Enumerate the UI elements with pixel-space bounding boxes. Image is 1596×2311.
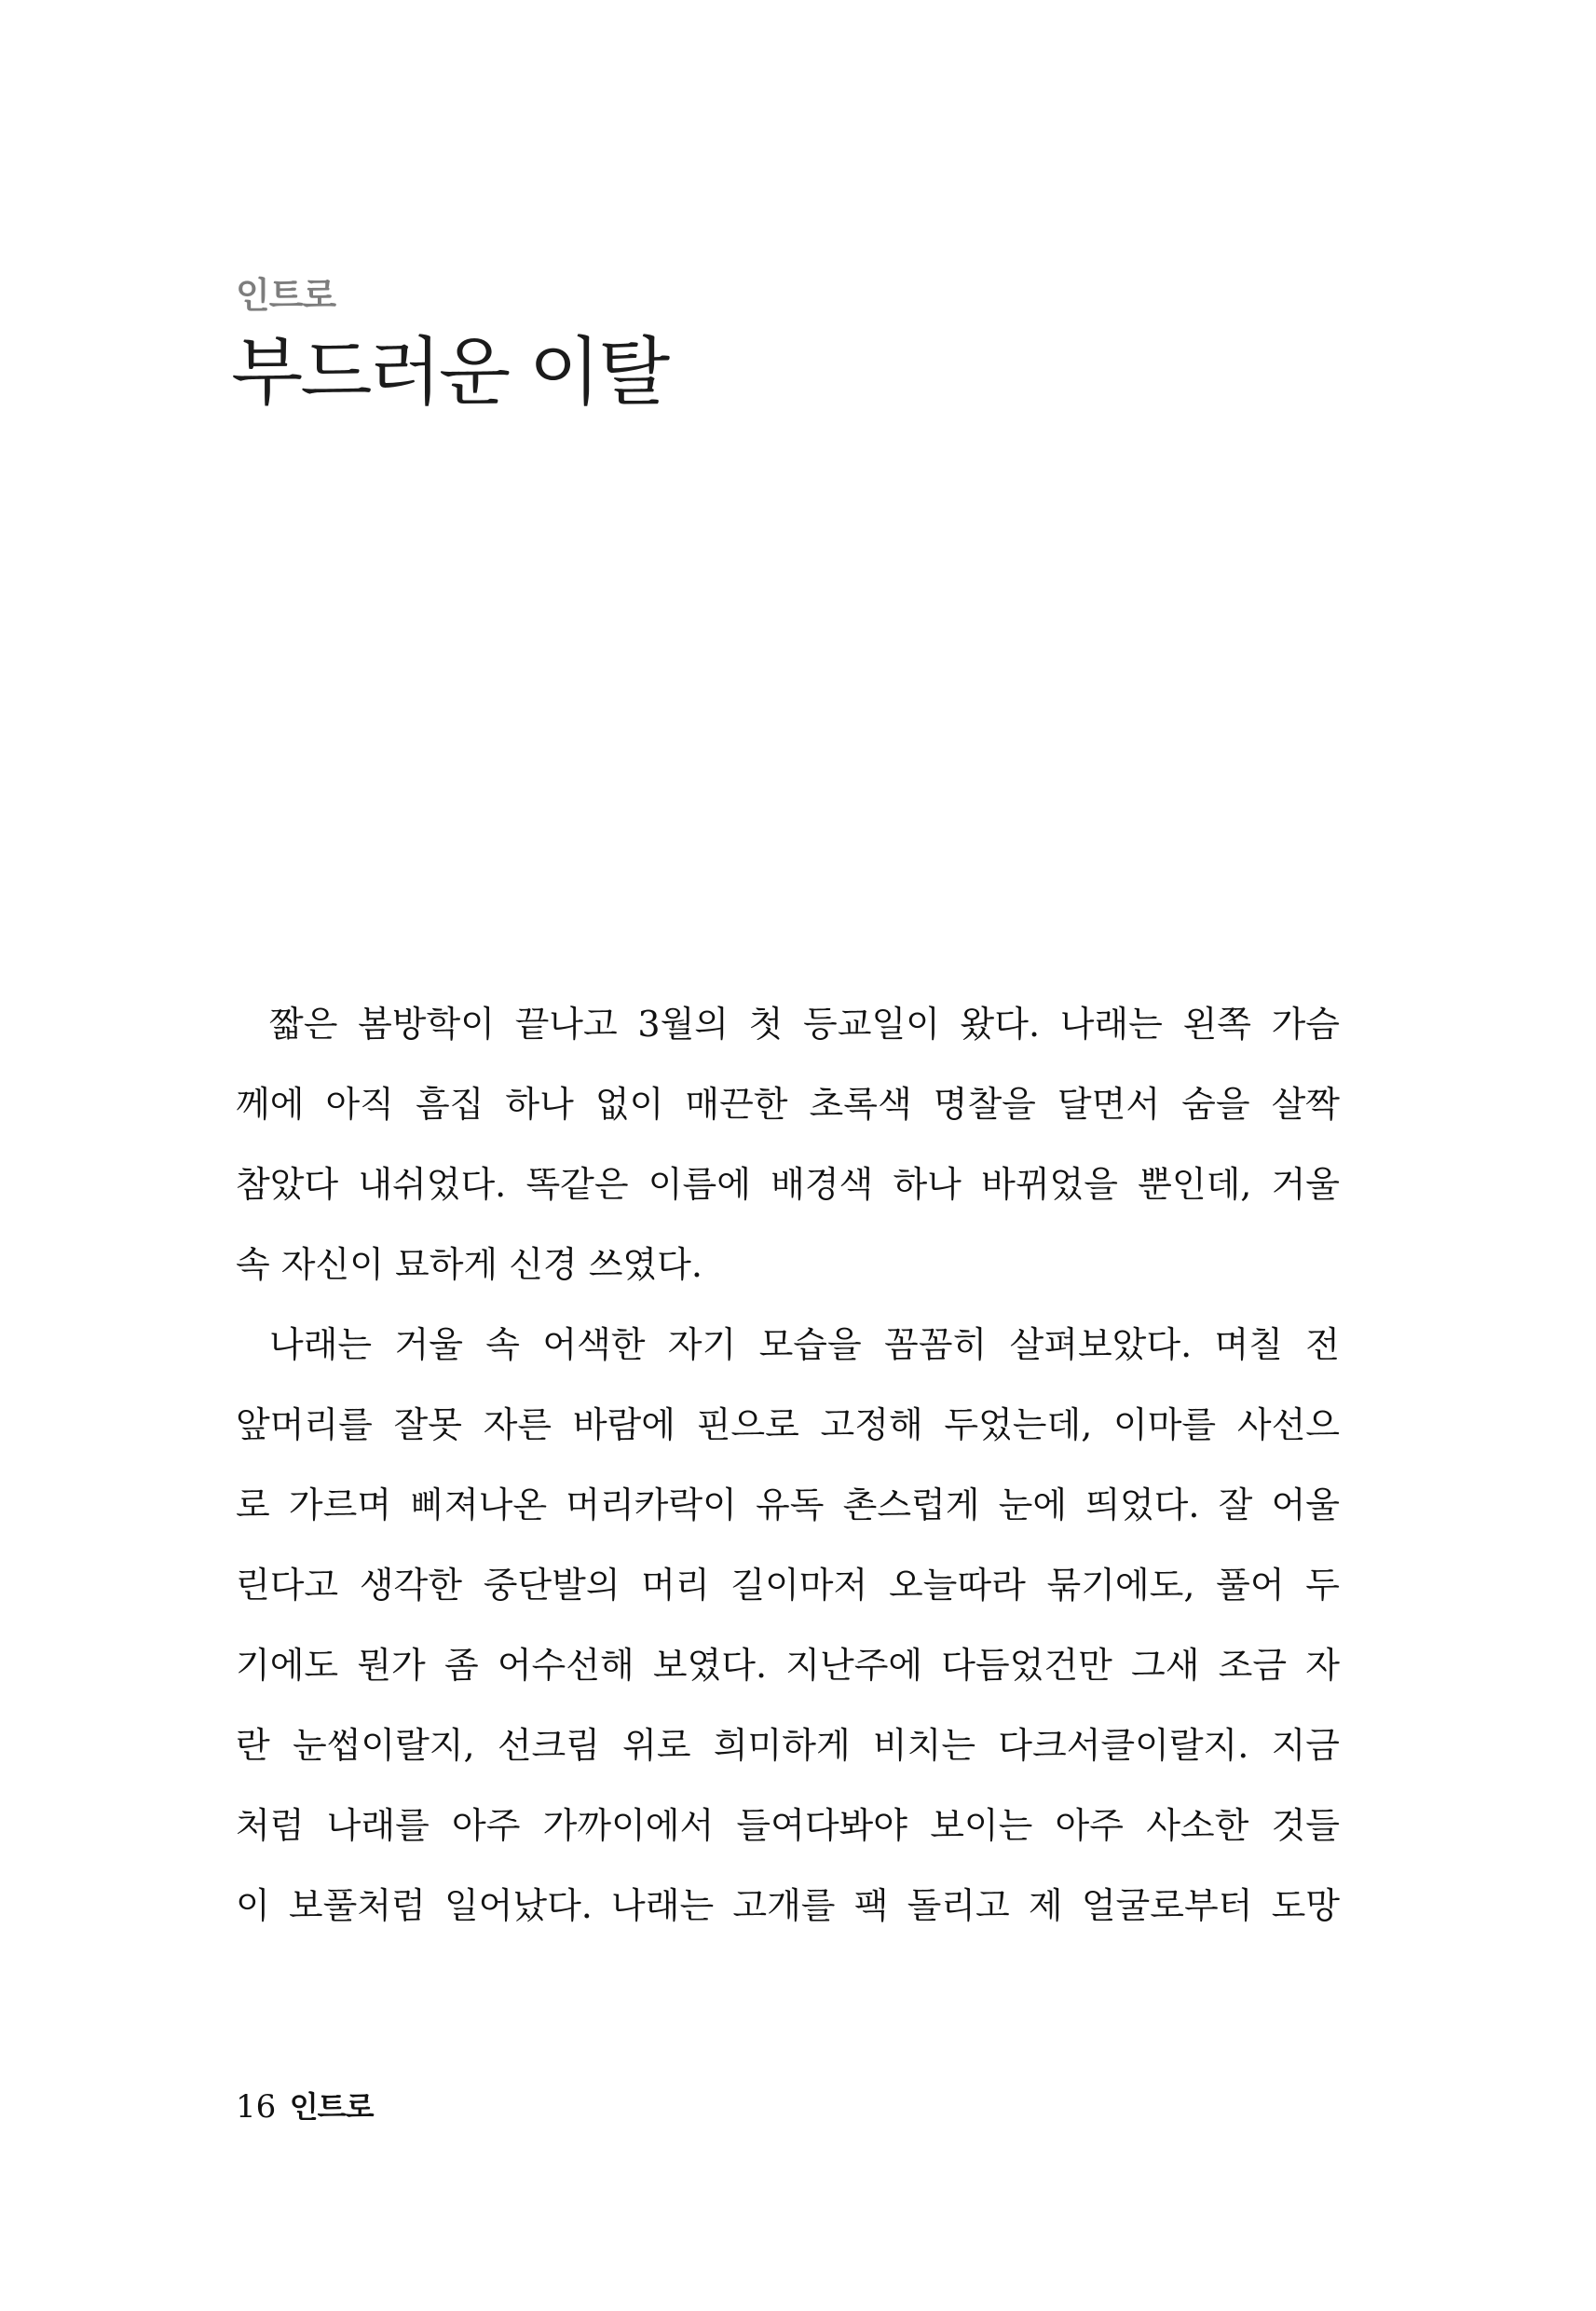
text-line: 참았다 내쉬었다. 똑같은 이름에 배경색 하나 바뀌었을 뿐인데, 거울 [236,1164,1340,1205]
text-line: 께에 아직 흠집 하나 없이 매끈한 초록색 명찰을 달면서 숨을 살짝 [236,1084,1340,1125]
text-line: 이 보풀처럼 일어났다. 나래는 고개를 팩 돌리고 제 얼굴로부터 도망 [236,1885,1340,1926]
body-text [236,995,1340,1957]
page-footer [236,2084,374,2126]
chapter-title: 부드러운 이탈 [231,329,668,416]
text-line: 나래는 거울 속 어색한 자기 모습을 꼼꼼히 살펴보았다. 며칠 전 [269,1324,1340,1365]
text-line: 린다고 생각한 중단발의 머리 길이마저 오늘따라 묶기에도, 풀어 두 [236,1565,1340,1606]
chapter-label: 인트로 [236,275,336,316]
text-line: 처럼 나래를 아주 가까이에서 들여다봐야 보이는 아주 사소한 것들 [236,1805,1340,1846]
page-number: 16 [236,2088,277,2126]
text-line: 로 가르며 삐져나온 머리카락이 유독 촌스럽게 눈에 띄었다. 잘 어울 [236,1484,1340,1525]
text-line: 기에도 뭔가 좀 어수선해 보였다. 지난주에 다듬었건만 그새 조금 자 [236,1645,1340,1686]
text-line: 란 눈썹이랄지, 선크림 위로 희미하게 비치는 다크서클이랄지. 지금 [236,1725,1340,1766]
running-footer-section: 인트로 [289,2089,374,2125]
text-line: 속 자신이 묘하게 신경 쓰였다. [236,1244,703,1285]
text-line: 짧은 봄방학이 끝나고 3월의 첫 등교일이 왔다. 나래는 왼쪽 가슴 [269,1004,1340,1045]
text-line: 앞머리를 잘못 자른 바람에 핀으로 고정해 두었는데, 이마를 사선으 [236,1404,1340,1445]
